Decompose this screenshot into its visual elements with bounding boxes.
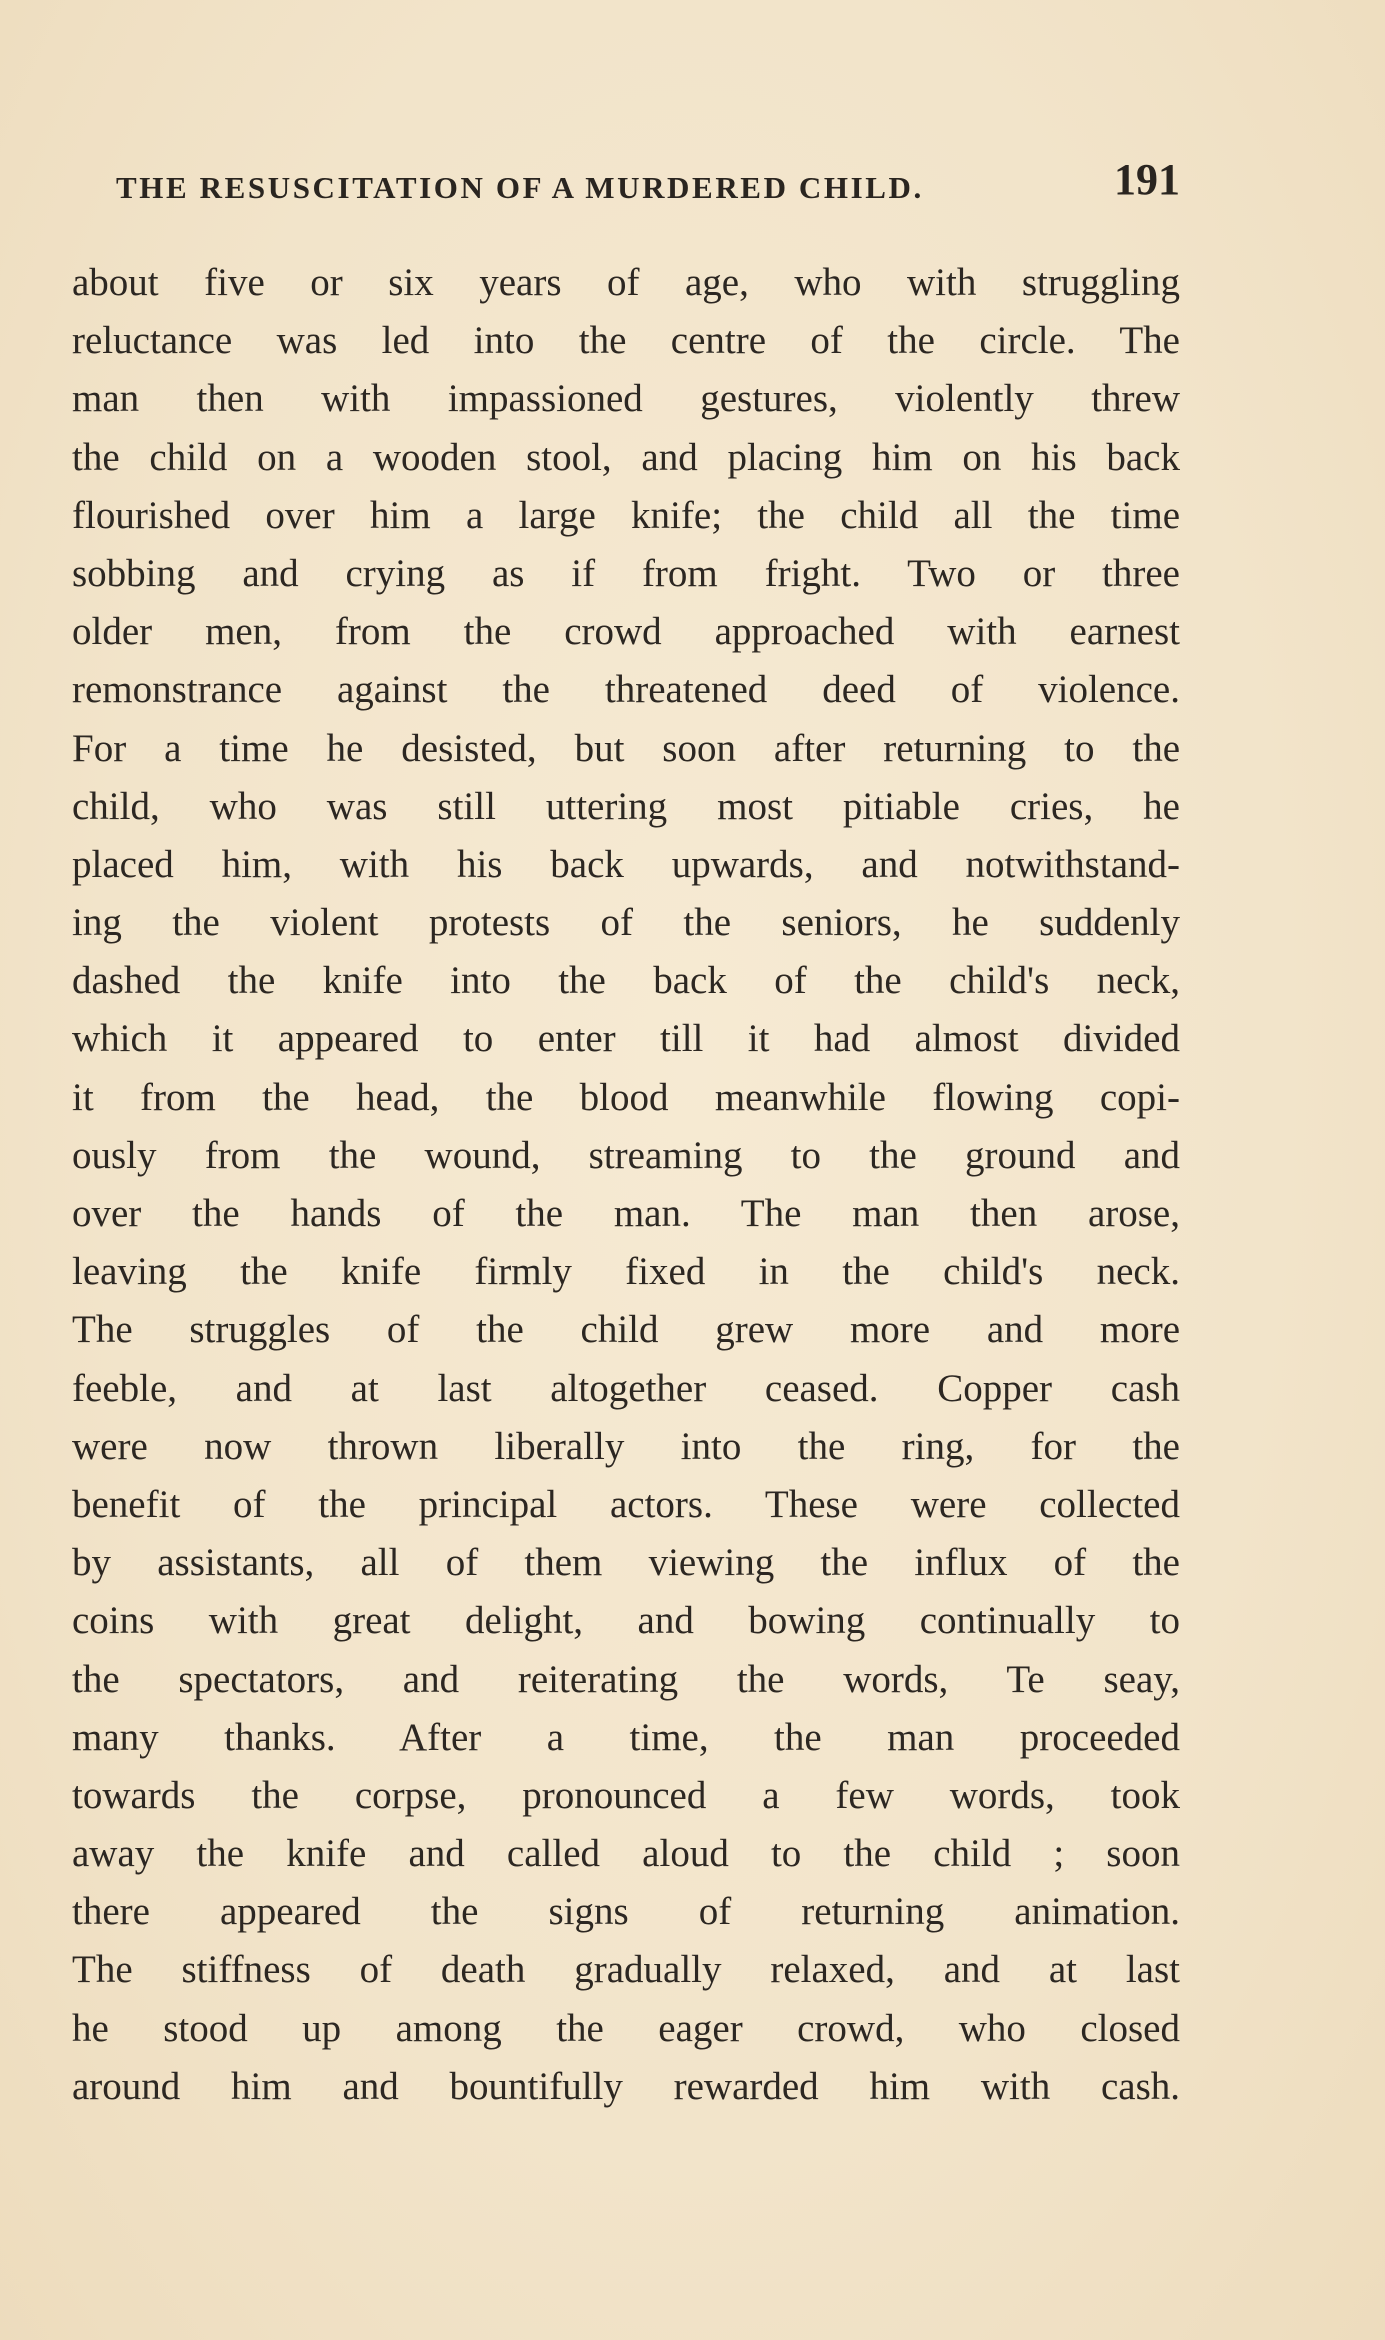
text-line: dashed the knife into the back of the child's neck, <box>72 959 1180 1003</box>
text-line: it from the head, the blood meanwhile flowing copi- <box>72 1075 1180 1119</box>
text-line: For a time he desisted, but soon after returning to the <box>72 726 1180 770</box>
text-line: the spectators, and reiterating the words, Te seay, <box>72 1657 1180 1701</box>
text-line: ing the violent protests of the seniors, he suddenly <box>72 901 1180 945</box>
text-line: remonstrance against the threatened deed of violence. <box>72 668 1180 712</box>
text-line: benefit of the principal actors. These were collected <box>72 1482 1180 1526</box>
text-line: placed him, with his back upwards, and notwithstand- <box>72 842 1180 886</box>
running-title: THE RESUSCITATION OF A MURDERED CHILD. <box>116 170 924 205</box>
text-line: over the hands of the man. The man then arose, <box>72 1192 1180 1235</box>
text-line: feeble, and at last altogether ceased. Copper cash <box>72 1366 1180 1410</box>
text-line: The struggles of the child grew more and more <box>72 1308 1180 1352</box>
text-line: many thanks. After a time, the man proceeded <box>72 1715 1180 1759</box>
text-line: The stiffness of death gradually relaxed, and at last <box>72 1948 1180 1992</box>
text-line: away the knife and called aloud to the child ; soon <box>72 1832 1180 1876</box>
text-line: reluctance was led into the centre of the circle. The <box>72 319 1180 363</box>
text-line: child, who was still uttering most pitiable cries, he <box>72 784 1180 828</box>
text-line: sobbing and crying as if from fright. Two or three <box>72 551 1180 595</box>
text-line: towards the corpse, pronounced a few words, took <box>72 1773 1180 1817</box>
text-line: which it appeared to enter till it had almost divided <box>72 1017 1180 1061</box>
text-line: he stood up among the eager crowd, who closed <box>72 2006 1180 2050</box>
text-line: around him and bountifully rewarded him with cash. <box>72 2064 1180 2108</box>
text-line: about five or six years of age, who with struggling <box>72 261 1180 304</box>
text-line: man then with impassioned gestures, violently threw <box>72 377 1180 421</box>
text-line: ously from the wound, streaming to the ground and <box>72 1133 1180 1177</box>
text-line: were now thrown liberally into the ring, for the <box>72 1424 1180 1468</box>
text-line: leaving the knife firmly fixed in the child's neck. <box>72 1250 1180 1294</box>
body-text <box>72 254 1180 2116</box>
text-line: by assistants, all of them viewing the influx of the <box>72 1541 1180 1585</box>
page-number: 191 <box>1114 155 1180 204</box>
text-line: coins with great delight, and bowing continually to <box>72 1599 1180 1643</box>
text-line: the child on a wooden stool, and placing him on his back <box>72 435 1180 479</box>
text-line: there appeared the signs of returning animation. <box>72 1890 1180 1934</box>
text-line: older men, from the crowd approached with earnest <box>72 610 1180 654</box>
text-line: flourished over him a large knife; the child all the time <box>72 493 1180 537</box>
page-header <box>72 150 1180 220</box>
